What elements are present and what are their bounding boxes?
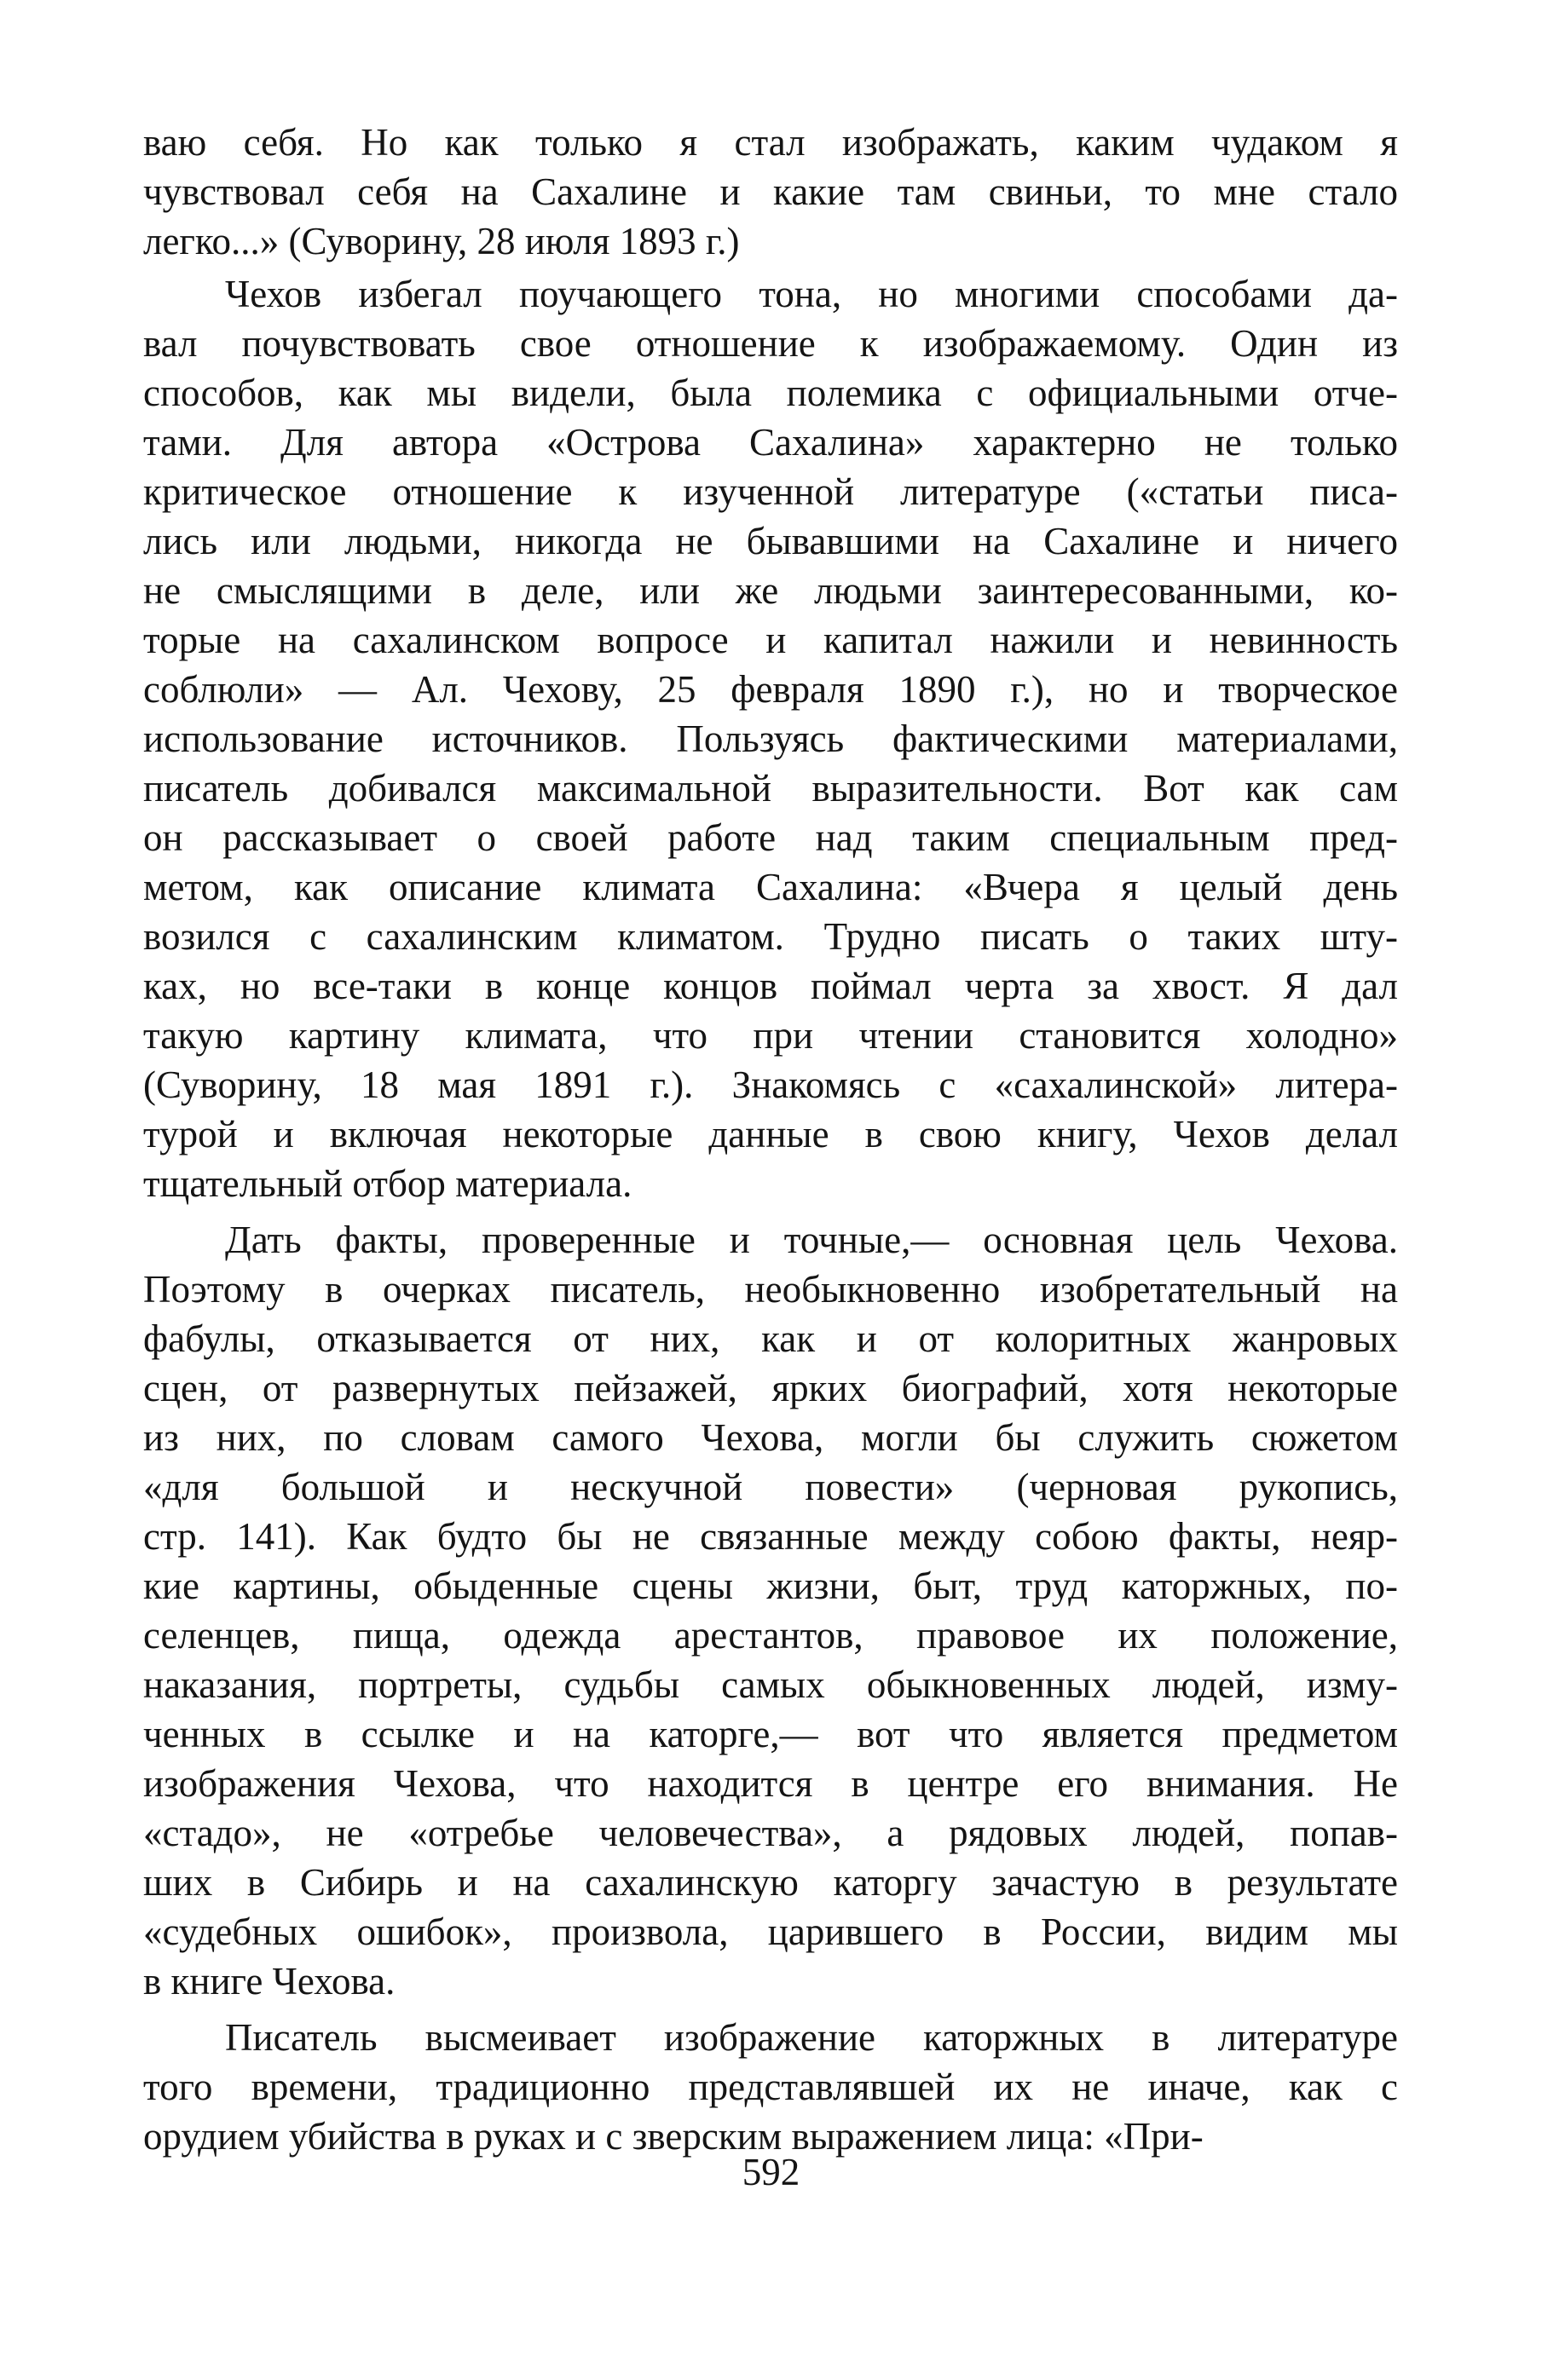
paragraph — [143, 269, 1398, 1208]
text-line: способов, как мы видели, была полемика с официальными отче- — [143, 372, 1398, 414]
text-line: Чехов избегал поучающего тона, но многими способами да- — [225, 273, 1398, 315]
text-line: вал почувствовать свое отношение к изображаемому. Один из — [143, 322, 1398, 365]
text-line: тщательный отбор материала. — [143, 1162, 632, 1205]
text-line: ченных в ссылке и на каторге,— вот что является предметом — [143, 1713, 1398, 1755]
text-line: критическое отношение к изученной литературе («статьи писа- — [143, 470, 1398, 513]
text-line: метом, как описание климата Сахалина: «Вчера я целый день — [143, 866, 1398, 908]
text-line: лись или людьми, никогда не бывавшими на Сахалине и ничего — [143, 520, 1398, 562]
text-line: (Суворину, 18 мая 1891 г.). Знакомясь с «сахалинской» литера- — [143, 1063, 1398, 1106]
text-line: возился с сахалинским климатом. Трудно писать о таких шту- — [143, 915, 1398, 958]
text-line: Писатель высмеивает изображение каторжных в литературе — [225, 2016, 1398, 2059]
text-line: использование источников. Пользуясь фактическими материалами, — [143, 717, 1398, 760]
text-line: селенцев, пища, одежда арестантов, правовое их положение, — [143, 1614, 1398, 1657]
text-line: фабулы, отказывается от них, как и от колоритных жанровых — [143, 1317, 1398, 1360]
text-line: тами. Для автора «Острова Сахалина» характерно не только — [143, 421, 1398, 464]
text-line: такую картину климата, что при чтении становится холодно» — [143, 1014, 1398, 1057]
text-line: ках, но все-таки в конце концов поймал черта за хвост. Я дал — [143, 965, 1398, 1007]
text-line: стр. 141). Как будто бы не связанные между собою факты, неяр- — [143, 1515, 1398, 1558]
text-line: орудием убийства в руках и с зверским выражением лица: «При- — [143, 2115, 1204, 2158]
text-line: в книге Чехова. — [143, 1960, 396, 2003]
text-line: ших в Сибирь и на сахалинскую каторгу зачастую в результате — [143, 1861, 1398, 1904]
text-line: из них, по словам самого Чехова, могли бы служить сюжетом — [143, 1416, 1398, 1459]
text-line: торые на сахалинском вопросе и капитал нажили и невинность — [143, 619, 1398, 661]
text-line: легко...» (Суворину, 28 июля 1893 г.) — [143, 220, 740, 262]
text-line: чувствовал себя на Сахалине и какие там свиньи, то мне стало — [143, 170, 1398, 213]
paragraph — [143, 1215, 1398, 2006]
text-line: сцен, от развернутых пейзажей, ярких биографий, хотя некоторые — [143, 1367, 1398, 1409]
body-text — [143, 118, 1398, 2161]
text-line: писатель добивался максимальной выразительности. Вот как сам — [143, 767, 1398, 810]
text-line: Поэтому в очерках писатель, необыкновенно изобретательный на — [143, 1268, 1398, 1311]
page-number: 592 — [742, 2151, 800, 2193]
paragraph — [143, 118, 1398, 266]
text-line: соблюли» — Ал. Чехову, 25 февраля 1890 г.), но и творческое — [143, 668, 1398, 711]
text-line: «стадо», не «отребье человечества», а рядовых людей, попав- — [143, 1812, 1398, 1854]
text-line: турой и включая некоторые данные в свою книгу, Чехов делал — [143, 1113, 1398, 1155]
text-line: «для большой и нескучной повести» (черновая рукопись, — [143, 1466, 1398, 1508]
paragraph — [143, 2013, 1398, 2161]
text-line: ваю себя. Но как только я стал изображать, каким чудаком я — [143, 121, 1398, 164]
text-line: Дать факты, проверенные и точные,— основная цель Чехова. — [225, 1219, 1398, 1261]
text-line: изображения Чехова, что находится в центре его внимания. Не — [143, 1762, 1398, 1805]
text-line: кие картины, обыденные сцены жизни, быт, труд каторжных, по- — [143, 1565, 1398, 1607]
text-line: того времени, традиционно представлявшей их не иначе, как с — [143, 2066, 1398, 2108]
text-line: не смыслящими в деле, или же людьми заинтересованными, ко- — [143, 569, 1398, 612]
text-line: «судебных ошибок», произвола, царившего в России, видим мы — [143, 1910, 1398, 1953]
text-line: он рассказывает о своей работе над таким специальным пред- — [143, 816, 1398, 859]
text-line: наказания, портреты, судьбы самых обыкновенных людей, изму- — [143, 1663, 1398, 1706]
